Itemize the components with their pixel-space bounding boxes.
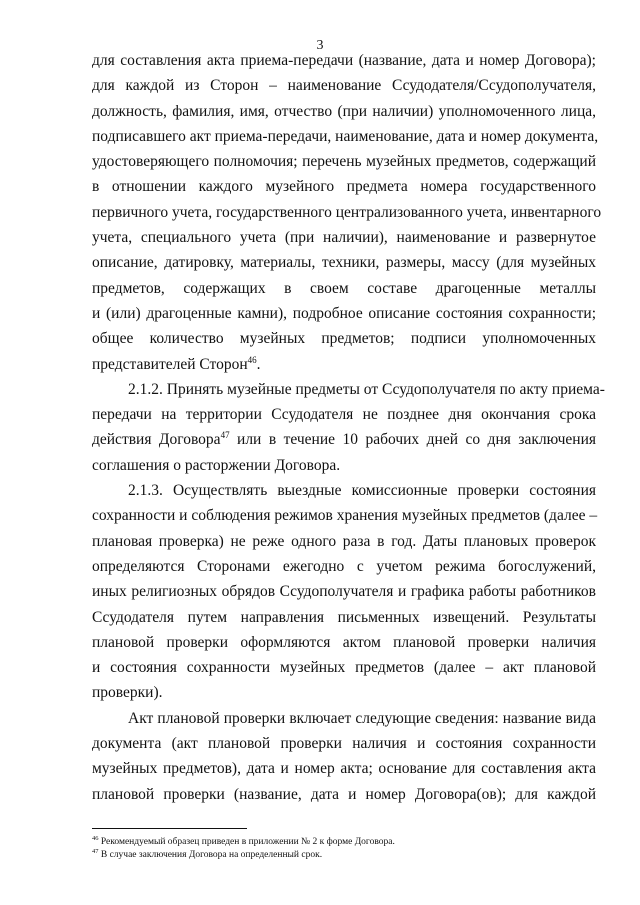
text-line: 2.1.3. Осуществлять выездные комиссионные проверки состояния <box>128 482 596 500</box>
text-line <box>92 427 596 452</box>
text-line: плановой проверки (название, дата и номер Договора(ов); для каждой <box>92 785 596 803</box>
footnotes <box>92 836 596 862</box>
text-line: первичного учета, государственного централизованного учета, инвентарного <box>92 203 602 221</box>
text-line: общее количество музейных предметов; подписи уполномоченных <box>92 330 596 348</box>
text-line: иных религиозных обрядов Ссудополучателя и графика работы работников <box>92 583 596 601</box>
text-line: передачи на территории Ссудодателя не позднее дня окончания срока <box>92 406 596 424</box>
text-line: в отношении каждого музейного предмета номера государственного <box>92 178 596 196</box>
text-line: описание, датировку, материалы, техники, размеры, массу (для музейных <box>92 254 596 272</box>
text-fragment: . <box>256 355 261 373</box>
text-line: и состояния сохранности музейных предметов (далее – акт плановой <box>92 659 596 677</box>
text-fragment: действия Договора <box>92 431 221 449</box>
paragraph-2-1-2 <box>92 377 605 478</box>
text-line: учета, специального учета (при наличии), наименование и развернутое <box>92 229 596 247</box>
footnote-separator <box>92 828 247 829</box>
paragraph-act-contents <box>92 706 596 807</box>
text-line: и (или) драгоценные камни), подробное описание состояния сохранности; <box>92 304 596 322</box>
paragraph-continuation <box>92 48 602 377</box>
text-line: Ссудодателя путем направления письменных извещений. Результаты <box>92 608 596 626</box>
text-line <box>92 352 596 377</box>
text-line: для каждой из Сторон – наименование Ссудодателя/Ссудополучателя, <box>92 77 596 95</box>
text-fragment: представителей Сторон <box>92 355 248 373</box>
text-line: сохранности и соблюдения режимов хранения музейных предметов (далее – <box>92 507 598 525</box>
text-line: для составления акта приема-передачи (название, дата и номер Договора); <box>92 52 596 69</box>
text-line: музейных предметов), дата и номер акта; основание для составления акта <box>92 760 596 778</box>
text-line: 2.1.2. Принять музейные предметы от Ссудополучателя по акту приема- <box>128 380 605 398</box>
footnote-47 <box>92 849 596 862</box>
page-number: 3 <box>316 38 324 53</box>
footnote-ref-47[interactable]: 47 <box>220 430 230 441</box>
text-line: соглашения о расторжении Договора. <box>92 456 341 474</box>
footnote-46 <box>92 836 596 849</box>
text-line: плановая проверка) не реже одного раза в год. Даты плановых проверок <box>92 532 596 550</box>
text-line: подписавшего акт приема-передачи, наименование, дата и номер документа, <box>92 127 599 145</box>
text-line: удостоверяющего полномочия; перечень музейных предметов, содержащий <box>92 153 596 171</box>
text-line: должность, фамилия, имя, отчество (при наличии) уполномоченного лица, <box>92 102 596 120</box>
text-line: Акт плановой проверки включает следующие сведения: название вида <box>128 709 596 727</box>
text-line: проверки). <box>92 684 163 702</box>
footnote-ref-46[interactable]: 46 <box>247 354 257 365</box>
footnote-number: 46 <box>92 835 99 842</box>
document-body <box>92 48 605 807</box>
paragraph-2-1-3 <box>92 478 596 706</box>
text-line: плановой проверки оформляются актом плановой проверки наличия <box>92 633 596 651</box>
text-line: определяются Сторонами ежегодно с учетом режима богослужений, <box>92 557 596 575</box>
text-line: документа (акт плановой проверки наличия и состояния сохранности <box>92 735 596 753</box>
text-fragment: или в течение 10 рабочих дней со дня заключения <box>229 431 596 449</box>
text-line: предметов, содержащих в своем составе драгоценные металлы <box>92 279 596 297</box>
footnote-text: В случае заключения Договора на определенный срок. <box>98 850 323 860</box>
footnote-text: Рекомендуемый образец приведен в приложении № 2 к форме Договора. <box>98 837 395 847</box>
footnote-number: 47 <box>92 848 99 855</box>
